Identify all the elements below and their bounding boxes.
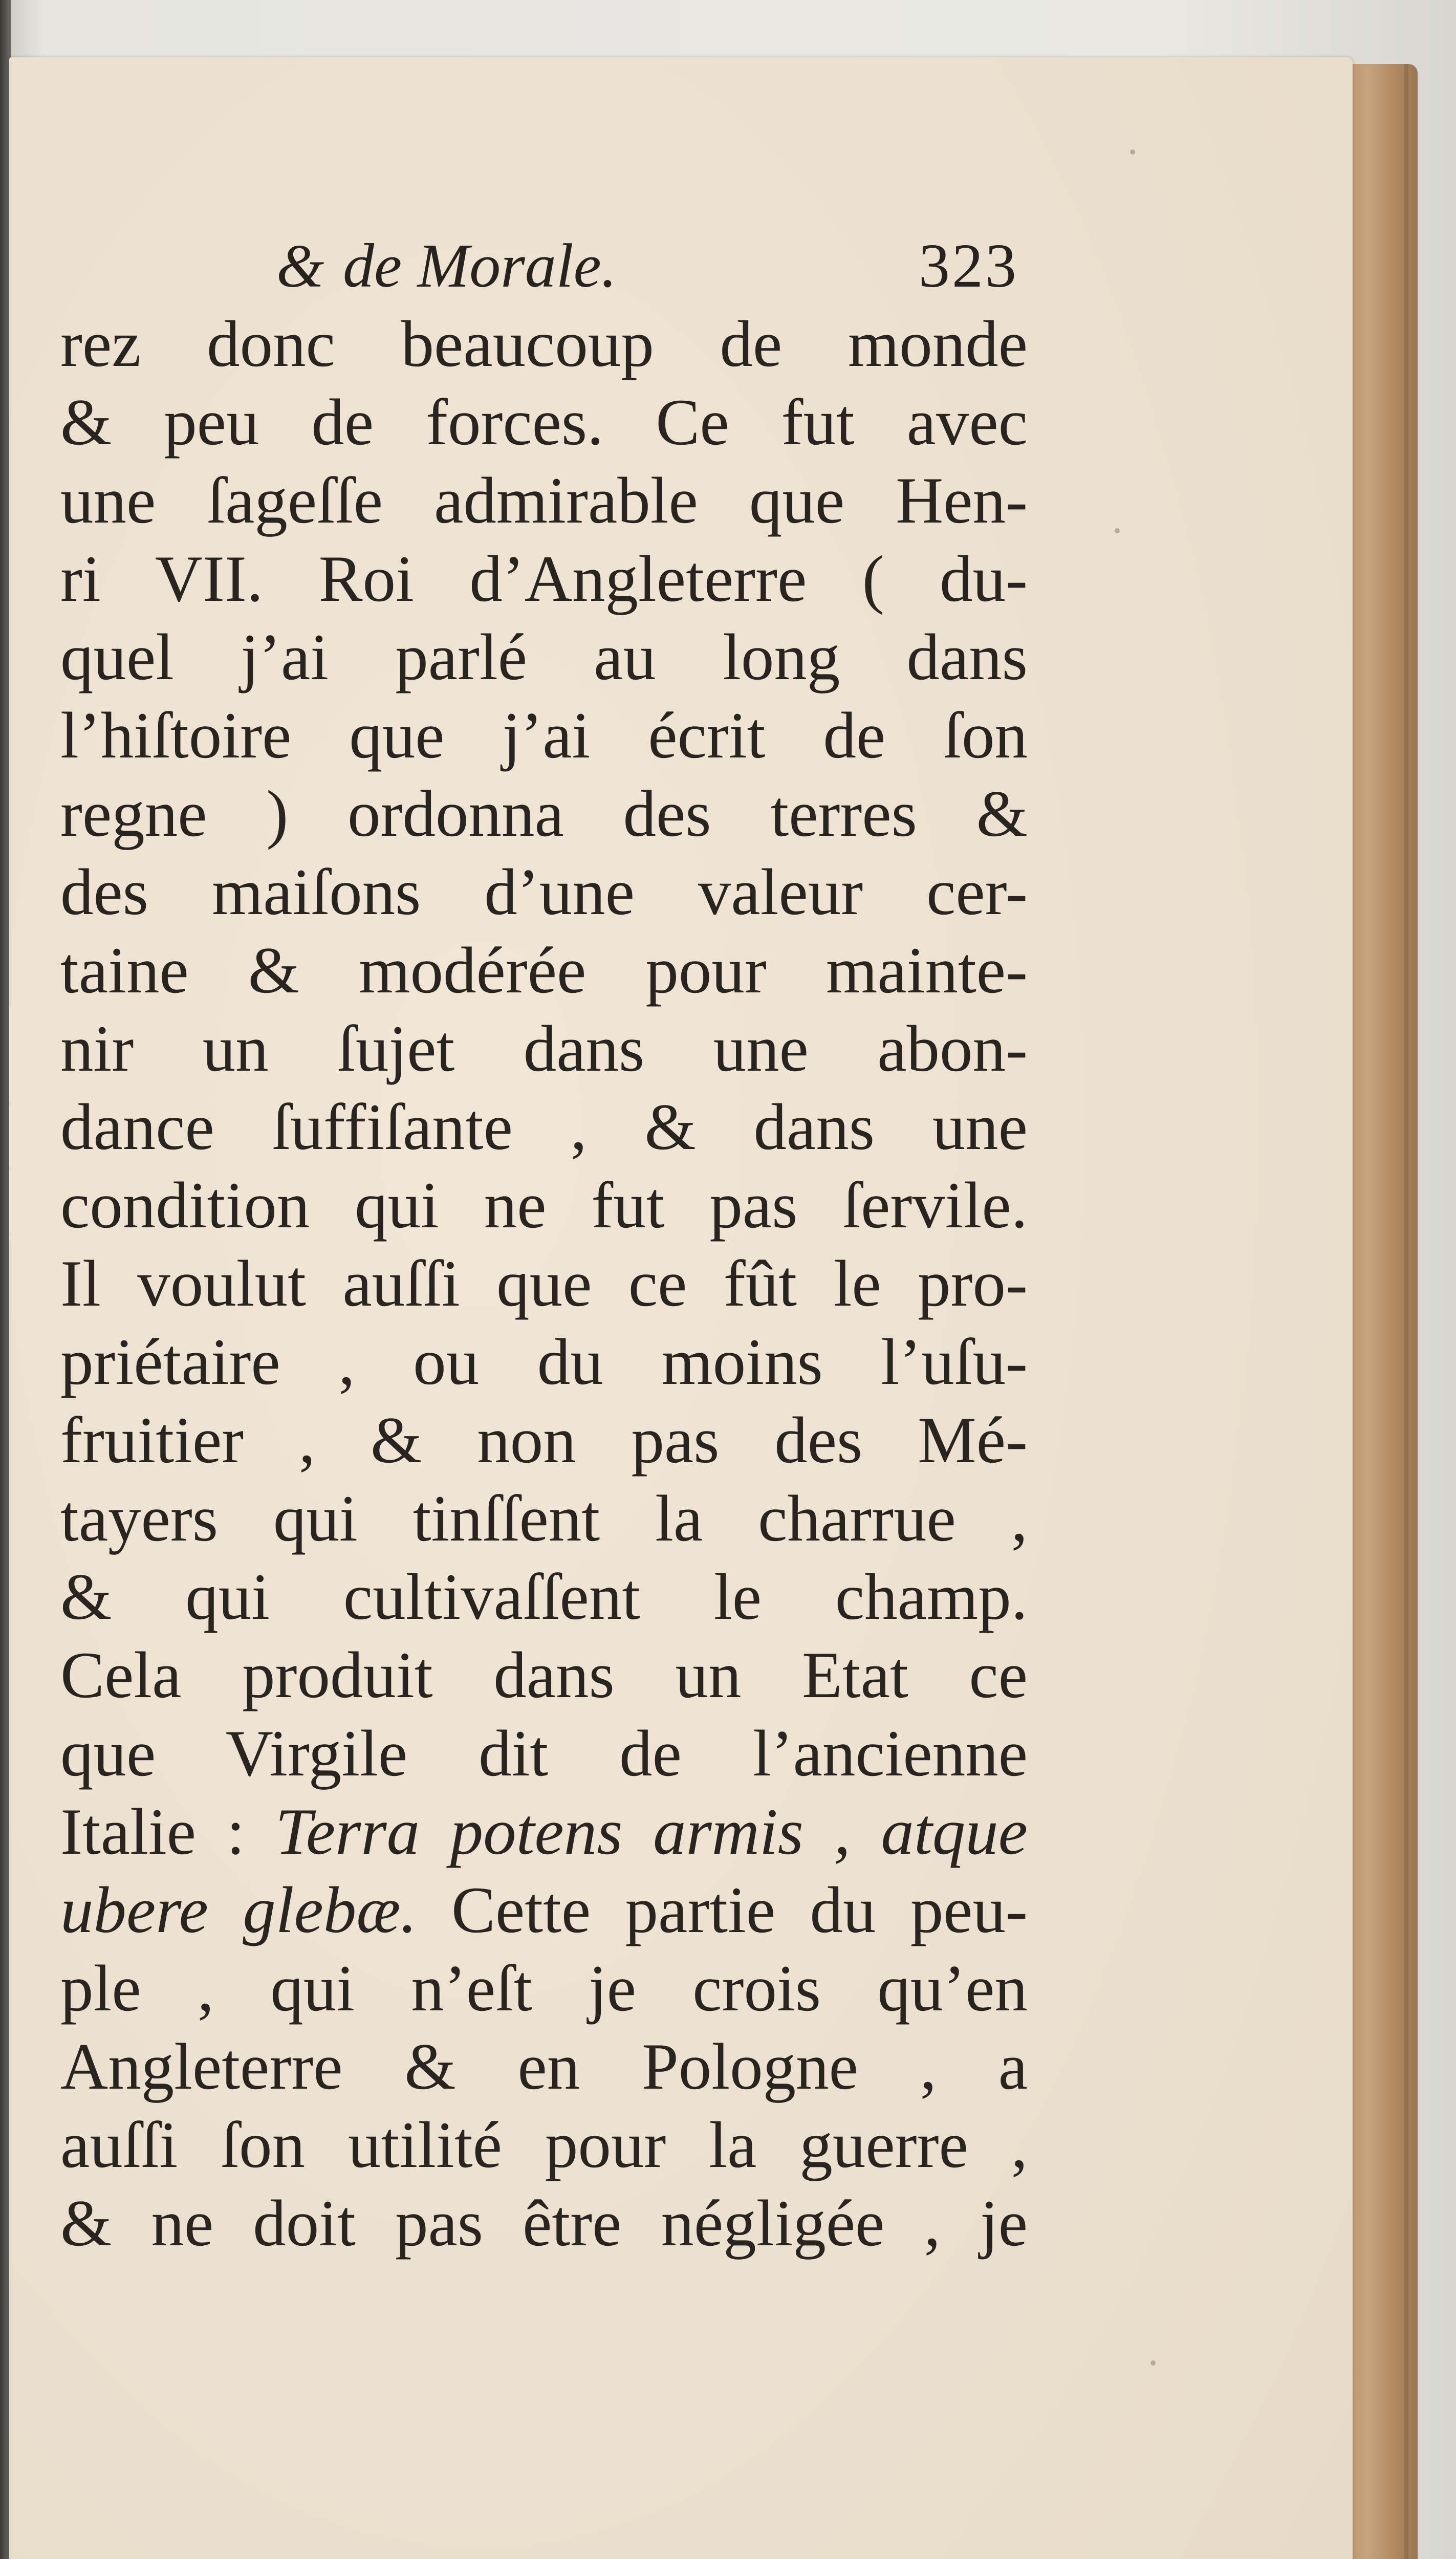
paper-speck: [1130, 149, 1135, 155]
text-line: dance ſuffiſante , & dans une: [60, 1090, 1028, 1163]
text-line-italie: [60, 1792, 1028, 1871]
paper-speck: [1115, 528, 1120, 533]
text-line: quel j’ai parlé au long dans: [60, 620, 1028, 693]
text-line: que Virgile dit de l’ancienne: [60, 1717, 1028, 1790]
text-line: fruitier , & non pas des Mé-: [60, 1403, 1028, 1477]
text-line: & ne doit pas être négligée , je: [60, 2186, 1028, 2260]
text-roman: Italie :: [60, 1795, 276, 1868]
header-title: de Morale.: [343, 231, 617, 300]
text-line: & peu de forces. Ce fut avec: [60, 385, 1028, 459]
text-line: nir un ſujet dans une abon-: [60, 1012, 1028, 1085]
text-line: regne ) ordonna des terres &: [60, 777, 1028, 850]
text-line: tayers qui tinſſent la charrue ,: [60, 1482, 1028, 1555]
latin-quote: ubere glebæ.: [60, 1873, 417, 1946]
text-line: une ſageſſe admirable que Hen-: [60, 464, 1028, 537]
text-line: ri VII. Roi d’Angleterre ( du-: [60, 542, 1028, 615]
text-line: rez donc beaucoup de monde: [60, 307, 1028, 380]
latin-quote: Terra potens armis , atque: [275, 1795, 1028, 1868]
text-line: taine & modérée pour mainte-: [60, 934, 1028, 1007]
header-ampersand: &: [276, 232, 324, 300]
text-line: Cela produit dans un Etat ce: [60, 1638, 1028, 1711]
text-line-ubere: [60, 1871, 1028, 1949]
text-line: Il voulut auſſi que ce fût le pro-: [60, 1247, 1028, 1320]
running-header: [276, 215, 1018, 317]
text-line: des maiſons d’une valeur cer-: [60, 855, 1028, 928]
text-roman: Cette partie du peu-: [417, 1873, 1028, 1946]
text-line: l’hiſtoire que j’ai écrit de ſon: [60, 699, 1028, 772]
text-line: priétaire , ou du moins l’uſu-: [60, 1325, 1028, 1398]
text-line: Angleterre & en Pologne , a: [60, 2030, 1028, 2103]
text-line: auſſi ſon utilité pour la guerre ,: [60, 2108, 1028, 2181]
body-text: [60, 305, 1028, 2262]
text-line: condition qui ne fut pas ſervile.: [60, 1168, 1028, 1242]
text-line: & qui cultivaſſent le champ.: [60, 1560, 1028, 1633]
page-number: 323: [919, 231, 1018, 300]
text-line: ple , qui n’eſt je crois qu’en: [60, 1951, 1028, 2025]
paper-speck: [1150, 2360, 1156, 2366]
